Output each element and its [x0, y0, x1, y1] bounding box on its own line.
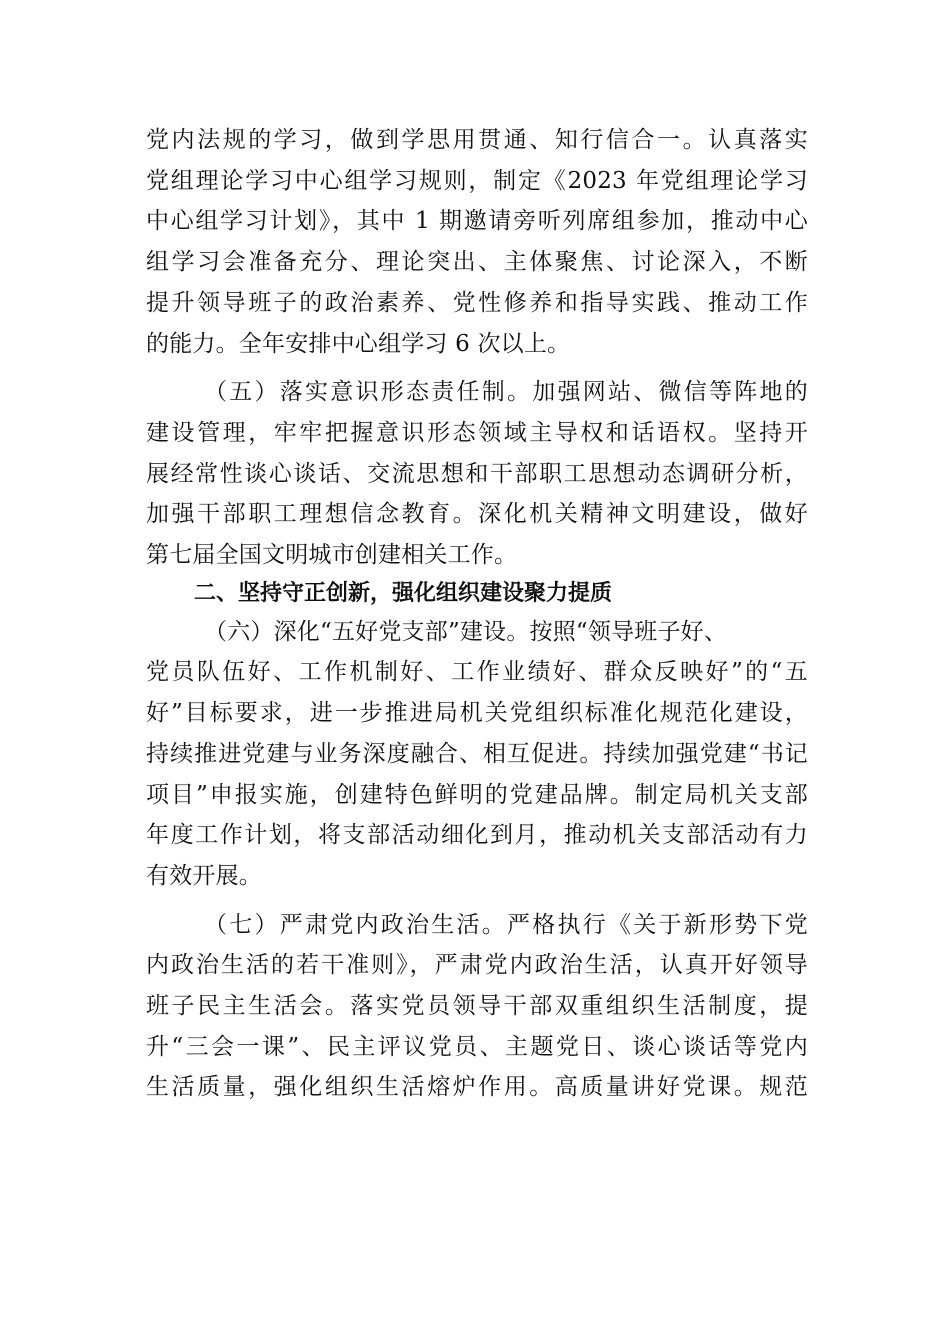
- text-line: 党内法规的学习，做到学思用贯通、知行信合一。认真落实: [146, 127, 808, 153]
- text-line: 项目”申报实施，创建特色鲜明的党建品牌。制定局机关支部: [146, 781, 808, 808]
- text-line: 好”目标要求，进一步推进局机关党组织标准化规范化建设，: [146, 700, 808, 727]
- text-line: 提升领导班子的政治素养、党性修养和指导实践、推动工作: [146, 289, 808, 316]
- paragraph-ideology-responsibility: [146, 372, 808, 576]
- text-line: 有效开展。: [146, 862, 262, 889]
- text-line: （七）严肃党内政治生活。严格执行《关于新形势下党: [204, 911, 808, 938]
- text-line: 生活质量，强化组织生活熔炉作用。高质量讲好党课。规范: [146, 1074, 808, 1101]
- text-line: 加强干部职工理想信念教育。深化机关精神文明建设，做好: [146, 501, 808, 528]
- text-line: 第七届全国文明城市创建相关工作。: [146, 542, 518, 569]
- text-line: （六）深化“五好党支部”建设。按照“领导班子好、: [204, 618, 728, 645]
- paragraph-study-rules: [146, 120, 808, 364]
- text-line: 党组理论学习中心组学习规则，制定《2023 年党组理论学习: [146, 167, 808, 194]
- paragraph-party-political-life: [146, 905, 808, 1109]
- section-heading: 二、坚持守正创新，强化组织建设聚力提质: [194, 580, 613, 606]
- text-line: 年度工作计划，将支部活动细化到月，推动机关支部活动有力: [146, 822, 808, 849]
- text-line: （五）落实意识形态责任制。加强网站、微信等阵地的: [204, 379, 808, 406]
- text-line: 党员队伍好、工作机制好、工作业绩好、群众反映好”的“五: [146, 659, 808, 686]
- text-line: 持续推进党建与业务深度融合、相互促进。持续加强党建“书记: [146, 740, 808, 767]
- text-line: 的能力。全年安排中心组学习 6 次以上。: [146, 330, 571, 357]
- text-line: 内政治生活的若干准则》，严肃党内政治生活，认真开好领导: [146, 952, 808, 979]
- text-line: 中心组学习计划》，其中 1 期邀请旁听列席组参加，推动中心: [146, 208, 808, 235]
- text-line: 组学习会准备充分、理论突出、主体聚焦、讨论深入，不断: [146, 249, 808, 276]
- text-line: 班子民主生活会。落实党员领导干部双重组织生活制度，提: [146, 993, 808, 1020]
- text-line: 展经常性谈心谈话、交流思想和干部职工思想动态调研分析，: [146, 460, 808, 487]
- text-line: 建设管理，牢牢把握意识形态领域主导权和话语权。坚持开: [146, 419, 808, 446]
- text-line: 升“三会一课”、民主评议党员、主题党日、谈心谈话等党内: [146, 1033, 808, 1060]
- paragraph-five-good-branch: [146, 612, 808, 897]
- document-body: [146, 120, 808, 1108]
